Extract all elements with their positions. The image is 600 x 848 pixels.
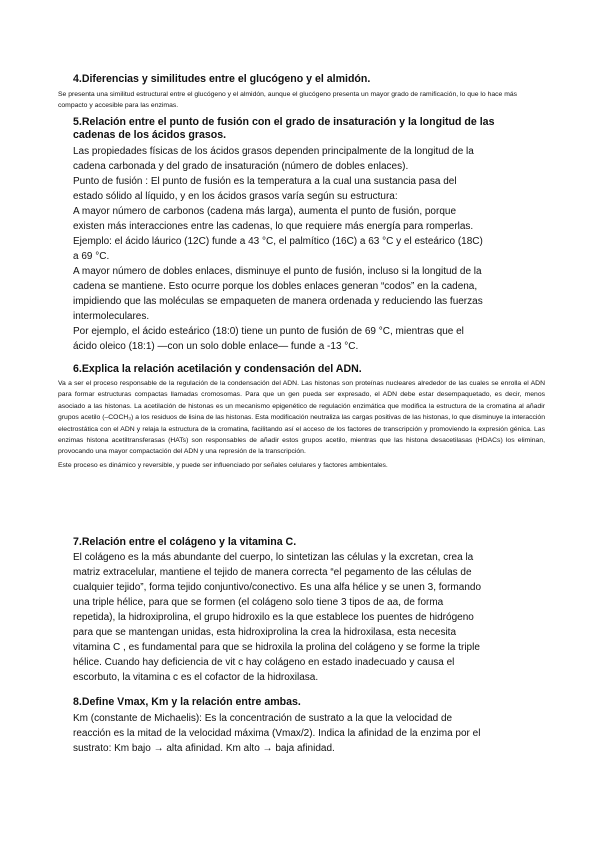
section-7-line: cualquier tejido”, forma tejido conjuntivo/conectivo. Es una alfa hélice y se unen 3, formando [73,582,482,593]
section-5-line: Punto de fusión : El punto de fusión es la temperatura a la cual una sustancia pasa del [73,176,457,187]
section-7-title: 7.Relación entre el colágeno y la vitamina C. [73,536,297,548]
section-7-line: repetida), la hidroxiprolina, el grupo hidroxilo es la que establece los puentes de hidrógeno [73,612,474,623]
section-7-line: matriz extracelular, mantiene el tejido de manera correcta “el pegamento de las células de [73,567,472,578]
section-7-line: para que se mantengan unidas, esta hidroxiprolina la crea la hidroxilasa, esta necesita [73,627,457,638]
section-5-title-line: 5.Relación entre el punto de fusión con el grado de insaturación y la longitud de las [73,116,495,128]
section-5-line: Por ejemplo, el ácido esteárico (18:0) tiene un punto de fusión de 69 °C, mientras que el [73,326,464,337]
section-7-line: escorbuto, la vitamina c es el cofactor de la hidroxilasa. [73,672,319,683]
section-7-line: El colágeno es la más abundante del cuerpo, lo sintetizan las células y la excretan, crea la [73,552,474,563]
section-5-line: cadena carbonada y del grado de insaturación (número de dobles enlaces). [73,161,409,172]
section-5 [73,116,553,142]
section-5-line: intermoleculares. [73,311,150,322]
section-8-title: 8.Define Vmax, Km y la relación entre ambas. [73,696,301,708]
section-5-line: A mayor número de dobles enlaces, disminuye el punto de fusión, incluso si la longitud de la [73,266,482,277]
section-5-title-line: cadenas de los ácidos grasos. [73,129,227,141]
section-4-title: 4.Diferencias y similitudes entre el glucógeno y el almidón. [73,73,371,85]
section-7-line: una triple hélice, para que se formen (el colágeno solo tiene 3 tipos de aa, de forma [73,597,444,608]
section-7-body [73,550,553,685]
section-8-line: sustrato: Km bajo → alta afinidad. Km alto → baja afinidad. [73,743,335,754]
section-4-paragraph: Se presenta una similitud estructural entre el glucógeno y el almidón, aunque el glucógeno presenta un mayor grado de ramificación, lo que lo hace más compacto y accesible para las enzimas. [58,91,518,109]
section-6-paragraph: Este proceso es dinámico y reversible, y puede ser influenciado por señales celulares y factores ambientales. [58,461,388,469]
section-5-line: impidiendo que las moléculas se empaqueten de manera ordenada y reduciendo las fuerzas [73,296,483,307]
section-7 [73,536,543,549]
section-5-line: cadena se mantiene. Esto ocurre porque los dobles enlaces generan “codos” en la cadena, [73,281,478,292]
section-6 [73,363,543,376]
section-8 [73,696,543,709]
section-5-body [73,144,553,354]
section-6-paragraph: Va a ser el proceso responsable de la regulación de la condensación del ADN. Las histonas son proteínas nucleares alrededor de las cuales se enrolla el ADN para formar estructuras compactas llamadas cromosomas. Para que un gen pueda ser expresado, el ADN debe estar desempaquetado, es decir, menos asociado a las histonas. La acetilación de histonas es un mecanismo epigenético de regulación enzimática que modifica la estructura de la cromatina al añadir grupos acetilo (–COCH₃) a los residuos de lisina de las histonas. Esta modificación neutraliza las cargas positivas de las histonas, lo que disminuye la interacción electrostática con el ADN y relaja la estructura de la cromatina, facilitando así el acceso de los factores de transcripción y promoviendo la expresión génica. Las enzimas histona acetiltransferasas (HATs) son responsables de añadir estos grupos acetilo, mientras que las histona desacetilasas (HDACs) los eliminan, provocando una mayor compactación del ADN y una represión de la transcripción. [58,380,545,456]
section-5-line: existen más interacciones entre las cadenas, lo que requiere más energía para romperlas. [73,221,474,232]
section-5-line: A mayor número de carbonos (cadena más larga), aumenta el punto de fusión, porque [73,206,457,217]
section-4-text [58,89,545,111]
section-6-title: 6.Explica la relación acetilación y condensación del ADN. [73,363,362,375]
section-5-line: Las propiedades físicas de los ácidos grasos dependen principalmente de la longitud de la [73,146,474,157]
section-8-line: Km (constante de Michaelis): Es la concentración de sustrato a la que la velocidad de [73,713,453,724]
section-5-line: Ejemplo: el ácido láurico (12C) funde a 43 °C, el palmítico (16C) a 63 °C y el esteárico (18C) [73,236,483,247]
section-8-body [73,711,553,756]
section-7-line: hélice. Cuando hay deficiencia de vit c hay colágeno en estado inadecuado y causa el [73,657,455,668]
section-8-line: reacción es la mitad de la velocidad máxima (Vmax/2). Indica la afinidad de la enzima por el [73,728,481,739]
section-6-body [58,378,545,471]
section-7-line: vitamina C , es fundamental para que se hidroxila la prolina del colágeno y se forme la triple [73,642,480,653]
section-5-line: a 69 °C. [73,251,110,262]
section-5-line: estado sólido al líquido, y en los ácidos grasos varía según su estructura: [73,191,398,202]
section-5-line: ácido oleico (18:1) —con un solo doble enlace— funde a -13 °C. [73,341,359,352]
section-4 [73,73,543,86]
